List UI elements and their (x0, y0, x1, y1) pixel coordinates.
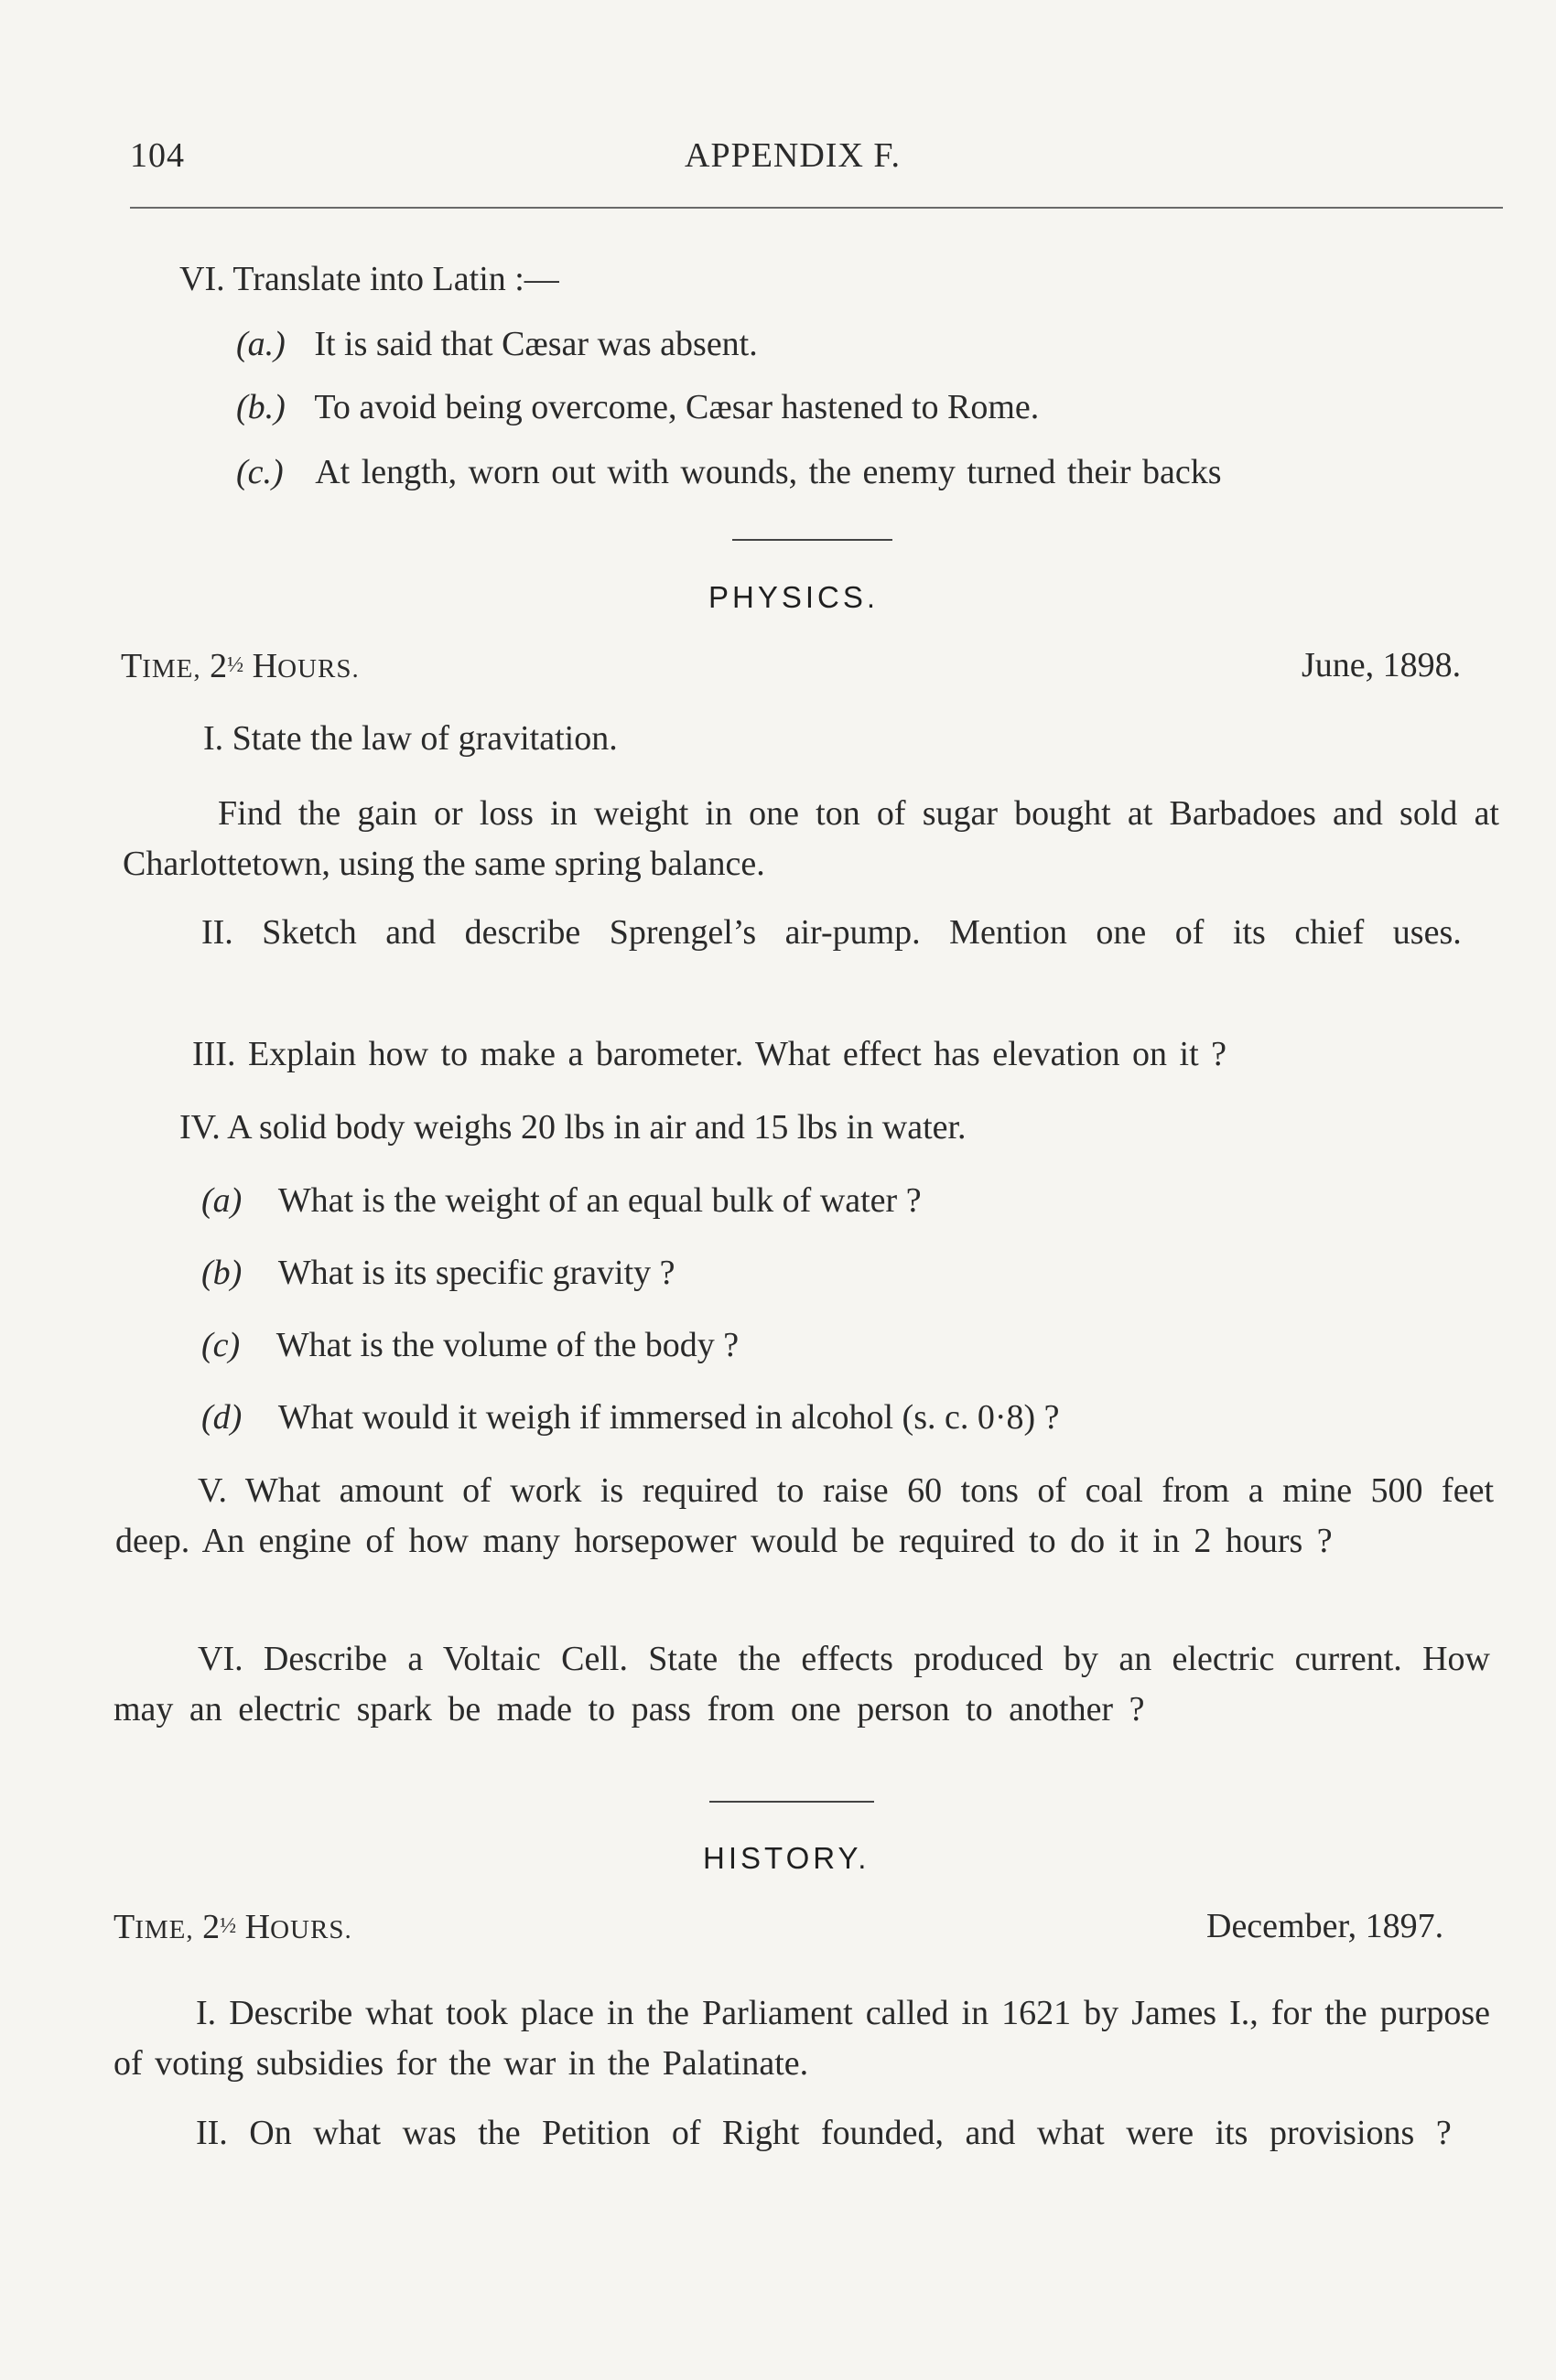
time-rest: IME, (135, 1915, 194, 1944)
running-title: APPENDIX F. (685, 136, 901, 175)
item-label: (d) (201, 1398, 243, 1437)
item-label: (a.) (236, 325, 286, 363)
item-text: To avoid being overcome, Cæsar hastened to Rome. (314, 388, 1040, 426)
history-q2: II. On what was the Petition of Right founded, and what were its provisions ? (196, 2114, 1452, 2152)
time-number: 2 (210, 647, 228, 685)
item-text: What would it weigh if immersed in alcohol (s. c. 0·8) ? (277, 1398, 1060, 1437)
latin-heading: VI. Translate into Latin :— (179, 260, 559, 298)
history-date: December, 1897. (1206, 1907, 1444, 1945)
header-rule (130, 207, 1503, 209)
time-initial: T (121, 647, 143, 685)
physics-q1-heading: I. State the law of gravitation. (203, 719, 618, 758)
physics-q5: V. What amount of work is required to raise 60 tons of coal from a mine 500 feet deep. An engine of how many horsepower would be required to do it in 2 hours ? (115, 1471, 1494, 1560)
section-divider (709, 1801, 874, 1803)
physics-q1-body: Find the gain or loss in weight in one ton of sugar bought at Barbadoes and sold at Charlottetown, using the same spring balance. (123, 794, 1499, 883)
item-text: What is the volume of the body ? (276, 1326, 740, 1364)
item-label: (b) (201, 1254, 243, 1292)
item-label: (c.) (236, 453, 284, 491)
history-q1: I. Describe what took place in the Parliament called in 1621 by James I., for the purpose of voting subsidies for the war in the Palatinate. (113, 1994, 1490, 2083)
physics-date: June, 1898. (1302, 646, 1462, 684)
physics-q4-d (201, 1393, 1060, 1442)
physics-q6: VI. Describe a Voltaic Cell. State the effects produced by an electric current. How may an electric spark be made to pass from one person to another ? (113, 1640, 1490, 1728)
latin-item-c (236, 447, 1222, 497)
item-text: It is said that Cæsar was absent. (314, 325, 758, 363)
item-text: What is its specific gravity ? (277, 1254, 675, 1292)
physics-q4-c (201, 1320, 739, 1370)
time-initial: T (113, 1908, 135, 1946)
item-label: (c) (201, 1326, 241, 1364)
physics-q2: II. Sketch and describe Sprengel’s air-pump. Mention one of its chief uses. (201, 913, 1462, 952)
hours-rest: OURS. (277, 654, 360, 684)
physics-title: PHYSICS. (708, 580, 880, 614)
time-rest: IME, (142, 654, 201, 684)
hours-rest: OURS. (270, 1915, 352, 1944)
history-time (113, 1901, 352, 1955)
item-text: At length, worn out with wounds, the enemy turned their backs (315, 453, 1222, 491)
time-fraction: ½ (227, 653, 244, 677)
physics-q4-a (201, 1176, 922, 1225)
item-text: What is the weight of an equal bulk of water ? (277, 1181, 922, 1220)
item-label: (b.) (236, 388, 286, 426)
history-title: HISTORY. (703, 1841, 870, 1875)
item-label: (a) (201, 1181, 243, 1220)
page-number: 104 (130, 136, 185, 175)
time-number: 2 (202, 1908, 221, 1946)
physics-q4-b (201, 1248, 675, 1298)
latin-item-b (236, 382, 1039, 432)
time-fraction: ½ (220, 1914, 237, 1938)
section-divider (732, 539, 892, 541)
physics-q4: IV. A solid body weighs 20 lbs in air and 15 lbs in water. (179, 1108, 967, 1147)
hours-initial: H (252, 647, 278, 685)
physics-time (121, 641, 360, 694)
latin-item-a (236, 319, 758, 369)
physics-q3: III. Explain how to make a barometer. What effect has elevation on it ? (192, 1035, 1227, 1073)
hours-initial: H (244, 1908, 271, 1946)
